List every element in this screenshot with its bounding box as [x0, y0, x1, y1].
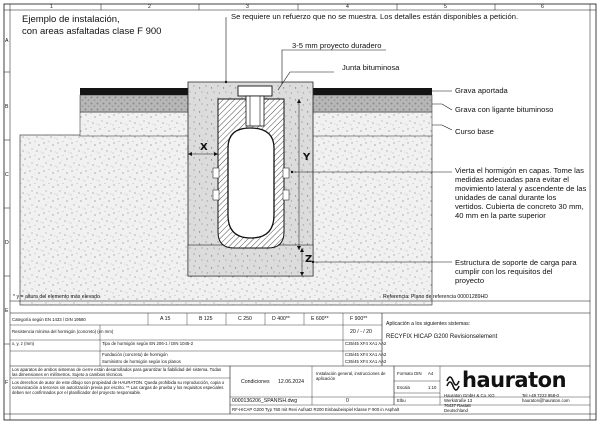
grid-col-4: 4	[346, 4, 349, 10]
drawing-caption: RF-HICAP G200 Typ 760 mit Revi Aufsatz R200 Einbaubeispiel Klasse F 900 in Asphalt	[232, 407, 400, 412]
grid-col-5: 5	[444, 4, 447, 10]
drawing-title-line1: Ejemplo de instalación,	[22, 14, 120, 25]
grate	[238, 86, 272, 96]
table-row3-label: x, y, z (mm)	[12, 341, 35, 346]
table-row5-value: C35/45 XF4 XA1 AA2	[345, 359, 387, 364]
sheet-label: Elbu	[397, 398, 406, 403]
footnote-height: * y = altura del elemento más elevado	[13, 294, 100, 300]
drawing-title-line2: con areas asfaltadas clase F 900	[22, 26, 162, 37]
application-label: Aplicación a los siguientes sistemas:	[386, 321, 471, 327]
class-b125: B 125	[199, 316, 213, 322]
table-category-label: Categoría según EN 1433 / DIN 19580	[12, 317, 86, 322]
class-a15: A 15	[160, 316, 171, 322]
grid-row-e: E	[5, 308, 9, 314]
drawing-number: 0000136206_SPANISH.dwg	[232, 398, 298, 404]
callout-support-note: Estructura de soporte de carga para cumplir con los requisitos del proyecto	[455, 258, 577, 285]
callout-concrete-note: Vierta el hormigón en capas. Tome las medidas adecuadas para evitar el movimiento lateral y ascendente de las unidades de canal durante los vertidos. Cubierta de concreto 30 mm, 40 mm en la parte superior	[455, 166, 587, 220]
table-row3-value: C35/45 XF4 XA1 AA2	[345, 341, 387, 346]
table-row2-value: 20 / - / 20	[350, 329, 372, 335]
hauraton-logo-icon	[447, 377, 459, 390]
table-row2-label: Resistencia mínima del hormigón (concreto) (en mm)	[12, 329, 114, 334]
class-c250: C 250	[238, 316, 252, 322]
callout-base-course: Curso base	[455, 127, 494, 136]
grid-row-b: B	[5, 104, 9, 110]
table-note: Los aparatos de ambos sistemas de cierre están desarrollados para garantizar la fiabilidad del sistema. Todas las dimensiones en milímetros. Sujeto a cambios técnicos.	[12, 367, 222, 377]
grid-col-3: 3	[246, 4, 249, 10]
class-e600: E 600**	[311, 316, 329, 322]
channel-bore	[228, 128, 274, 238]
grid-row-c: C	[5, 172, 9, 178]
grid-row-a: A	[5, 38, 9, 44]
grid-col-2: 2	[148, 4, 151, 10]
format-label: Formato DIN	[397, 371, 422, 376]
table-row5-label: Suministro de hormigón según los planos	[102, 359, 181, 364]
scale-value: 1:10	[428, 385, 437, 390]
callout-durable-project: 3-5 mm proyecto duradero	[292, 41, 382, 50]
class-f900: F 900**	[350, 316, 368, 322]
class-d400: D 400**	[272, 316, 290, 322]
revision: 0	[346, 398, 349, 404]
product-name: RECYFIX HICAP G200 Revisionselement	[386, 334, 498, 340]
table-row3-sub: Tipo de hormigón según EN 206-1 / DIN 1045-2	[102, 341, 194, 346]
dimension-x: X	[200, 142, 208, 153]
footnote-reference: Referencia: Plano de referencia 00001289HD	[383, 294, 488, 300]
install-label: Instalación general, instrucciones de aplicación	[316, 371, 386, 381]
brand-address: Hauraton GmbH & Co. KG Werkstraße 13 76437 Rastatt Deutschland	[444, 393, 495, 413]
legal-text: Los derechos de autor de este dibujo son propiedad de HAURATON. Queda prohibida su reproducción, copia o comunicación a terceros sin autorización previa por escrito. ** Las cargas de prueba y los requisitos especiales deben ser confirmados por el planificador del proyecto responsable.	[12, 380, 225, 395]
brand-contact: Tel +49 7222 958-0 hauraton@hauraton.com	[522, 393, 570, 403]
callout-gravel: Grava aportada	[455, 86, 508, 95]
callout-bitumen-joint: Junta bituminosa	[342, 63, 400, 72]
concrete-foundation	[188, 245, 313, 276]
table-row4-value: C35/45 XF4 XA1 AA2	[345, 352, 387, 357]
callout-bitumen-gravel: Grava con ligante bituminoso	[455, 105, 554, 114]
grid-col-6: 6	[541, 4, 544, 10]
grid-col-1: 1	[50, 4, 53, 10]
table-row4-label: Fundación (concreto) de hormigón	[102, 352, 168, 357]
format-value: A4	[428, 371, 434, 376]
drawing-date: 12.06.2024	[278, 379, 304, 385]
grid-row-d: D	[5, 240, 9, 246]
scale-label: Escala	[397, 385, 410, 390]
grid-row-f: F	[5, 380, 9, 386]
dimension-y: Y	[303, 152, 311, 163]
callout-reinforcement: Se requiere un refuerzo que no se muestra. Los detalles están disponibles a petición.	[231, 12, 519, 21]
dimension-z: Z	[305, 254, 313, 265]
brand-name: hauraton	[462, 368, 567, 392]
conditions-label: Condiciones	[241, 379, 270, 385]
